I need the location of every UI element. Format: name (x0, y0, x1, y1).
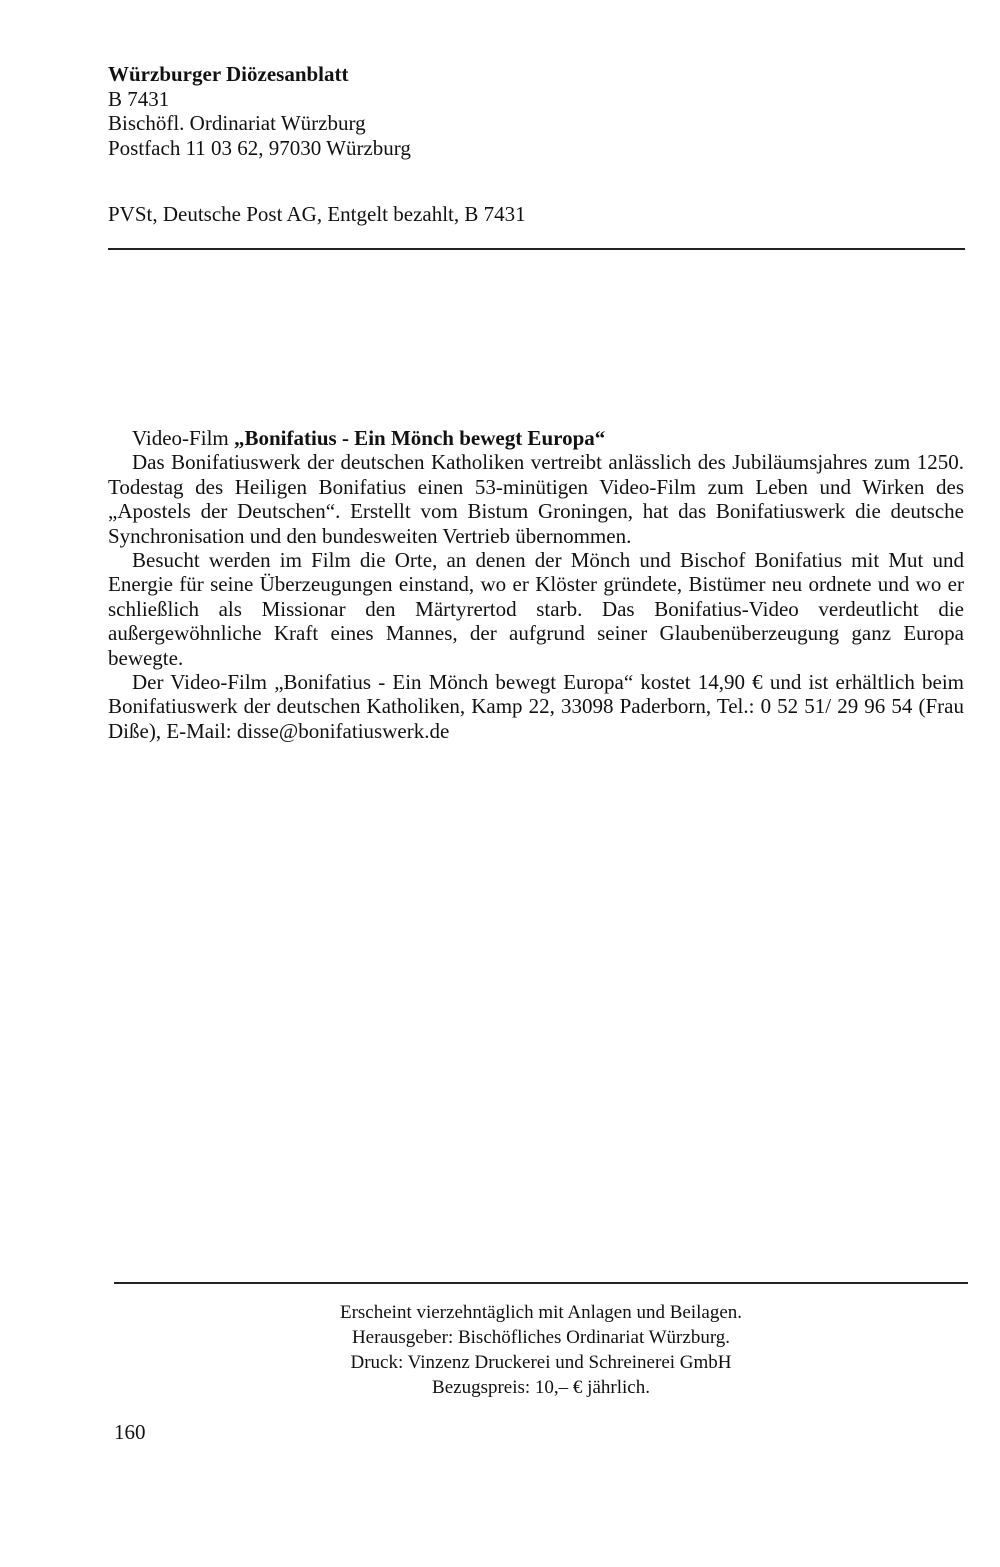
issuer-name: Bischöfl. Ordinariat Würzburg (108, 111, 366, 135)
colophon-publisher: Herausgeber: Bischöfliches Ordinariat Würzburg. (351, 1327, 731, 1348)
colophon-printer: Druck: Vinzenz Druckerei und Schreinerei GmbH (350, 1352, 732, 1373)
page-number: 160 (114, 1420, 146, 1444)
address-block (108, 62, 968, 160)
publication-code: B 7431 (108, 86, 170, 111)
article-title-bold: „Bonifatius - Ein Mönch bewegt Europa“ (234, 426, 606, 450)
article-title-prefix: Video-Film (132, 426, 234, 450)
article-paragraph-1: Das Bonifatiuswerk der deutschen Katholiken vertreibt anlässlich des Jubiläumsjahres zum 1250. Todestag des Heiligen Bonifatius einen 53-minütigen Video-Film zum Leben und Wirken des „Apostels der Deutschen“. Erstellt vom Bistum Groningen, hat das Bonifatiuswerk die deutsche Synchronisation und den bundesweiten Vertrieb übernommen. (108, 450, 964, 548)
postbox-address: Postfach 11 03 62, 97030 Würzburg (108, 135, 411, 160)
article (108, 426, 964, 743)
article-title (108, 426, 964, 450)
colophon (114, 1300, 968, 1400)
bottom-divider (114, 1282, 968, 1284)
colophon-frequency: Erscheint vierzehntäglich mit Anlagen und Beilagen. (339, 1302, 743, 1323)
top-divider (108, 248, 965, 250)
publication-name: Würzburger Diözesanblatt (108, 62, 349, 86)
article-paragraph-2: Besucht werden im Film die Orte, an denen der Mönch und Bischof Bonifatius mit Mut und Energie für seine Überzeugungen einstand, wo er Klöster gründete, Bistümer neu ordnete und wo er schließlich als Missionar den Märtyrertod starb. Das Bonifatius-Video verdeutlicht die außergewöhnliche Kraft eines Mannes, der aufgrund seiner Glaubenüberzeugung ganz Europa bewegte. (108, 548, 964, 670)
article-paragraph-3: Der Video-Film „Bonifatius - Ein Mönch bewegt Europa“ kostet 14,90 € und ist erhältlich beim Bonifatiuswerk der deutschen Katholiken, Kamp 22, 33098 Paderborn, Tel.: 0 52 51/ 29 96 54 (Frau Diße), E-Mail: disse@bonifatiuswerk.de (108, 670, 964, 743)
colophon-price: Bezugspreis: 10,– € jährlich. (432, 1377, 650, 1398)
postage-note: PVSt, Deutsche Post AG, Entgelt bezahlt, B 7431 (108, 202, 526, 226)
